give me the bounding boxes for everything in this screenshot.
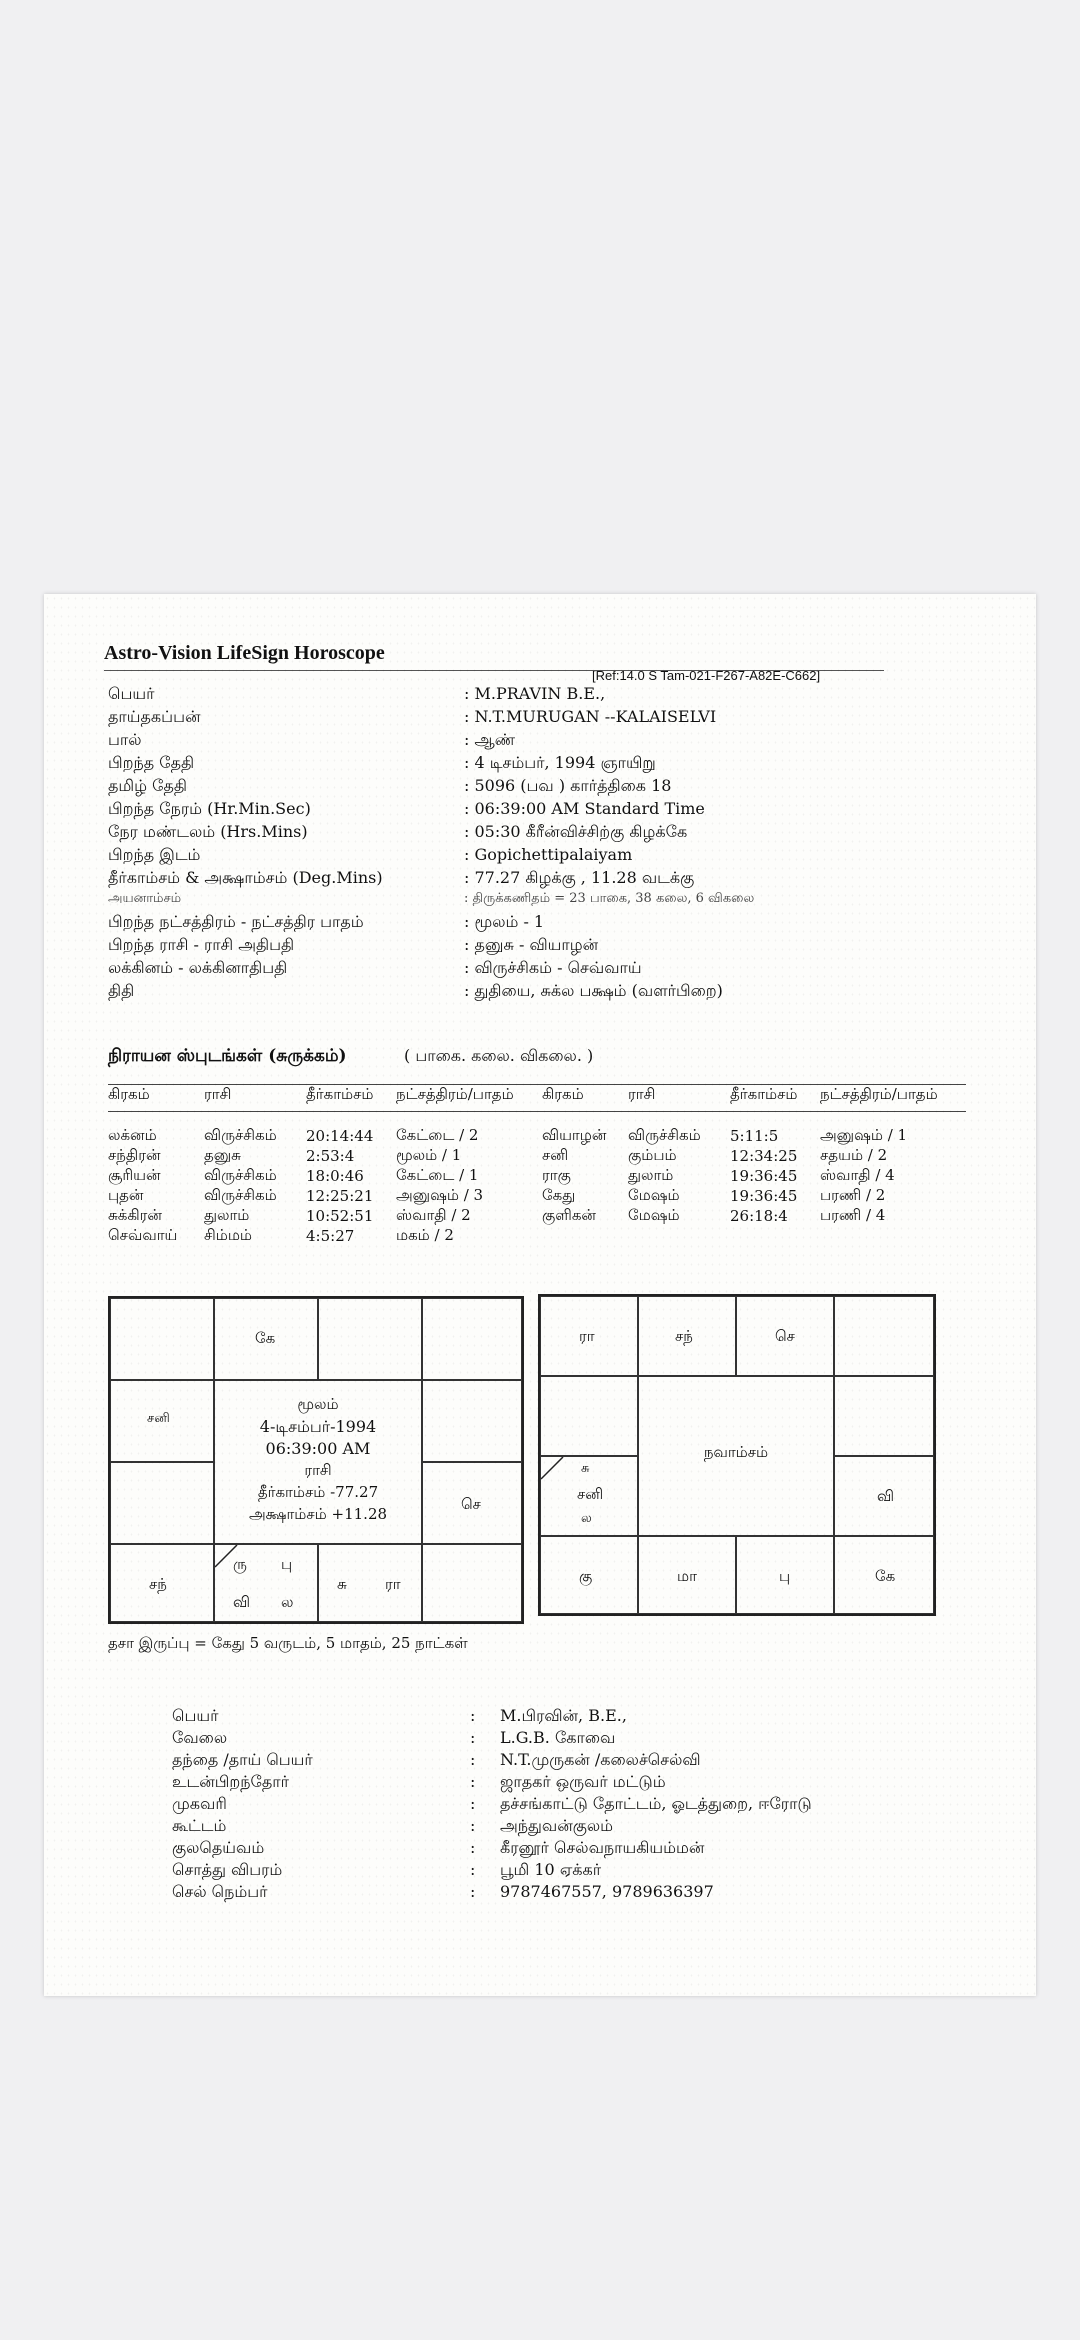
section-title: நிராயன ஸ்புடங்கள் (சுருக்கம்) [108,1046,347,1066]
bio-label: தந்தை /தாய் பெயர் [172,1750,313,1769]
table-cell: பரணி / 4 [820,1206,886,1224]
table-cell: துலாம் [204,1206,250,1224]
detail-label: பால் [108,730,142,749]
detail-row [108,958,1008,981]
detail-row [108,776,1008,799]
planet-label: சனி [147,1411,170,1426]
chart-cell [638,1536,736,1614]
chart-cell [540,1536,638,1614]
chart-cell [318,1544,422,1622]
bio-row [172,1794,892,1816]
table-cell: அனுஷம் / 3 [396,1186,484,1204]
table-row [108,1146,966,1166]
table-cell: வியாழன் [542,1126,607,1144]
table-cell: பரணி / 2 [820,1186,886,1204]
chart-cell [540,1456,638,1536]
table-row [108,1166,966,1186]
detail-label: தாய்தகப்பன் [108,707,201,726]
table-cell: துலாம் [628,1166,674,1184]
navamsa-title: நவாம்சம் [703,1443,769,1461]
table-cell: சதயம் / 2 [820,1146,888,1164]
table-cell: கேது [542,1186,576,1204]
detail-value: : தனுசு - வியாழன் [464,935,599,954]
detail-row [108,753,1008,776]
chart-cell [736,1536,834,1614]
detail-label: பிறந்த நட்சத்திரம் - நட்சத்திர பாதம் [108,912,364,931]
section-subtitle: ( பாகை. கலை. விகலை. ) [404,1046,594,1065]
table-cell: 19:36:45 [730,1187,798,1205]
detail-row [108,935,1008,958]
table-cell: சந்திரன் [108,1146,161,1164]
bio-row [172,1728,892,1750]
rasi-center-box [214,1380,422,1544]
table-cell: 5:11:5 [730,1127,779,1145]
detail-label: தமிழ் தேதி [108,776,188,795]
table-cell: கும்பம் [628,1146,677,1164]
horoscope-sheet [44,594,1036,1996]
table-cell: குளிகன் [542,1206,596,1224]
chart-cell [834,1456,934,1536]
planet-label: செ [461,1495,481,1513]
chart-cell [422,1298,522,1380]
chart-cell [214,1544,318,1622]
navamsa-center-box [638,1376,834,1536]
planet-label: ரா [385,1575,401,1593]
detail-label: லக்கினம் - லக்கினாதிபதி [108,958,288,977]
detail-label: அயனாம்சம் [108,891,182,906]
table-cell: விருச்சிகம் [204,1166,277,1184]
planet-label: சனி [577,1485,604,1503]
table-cell: மகம் / 2 [396,1226,454,1244]
column-header: ராசி [204,1085,306,1112]
detail-value: : Gopichettipalaiyam [464,845,633,864]
bio-label: குலதெய்வம் [172,1838,265,1857]
table-cell [628,1226,730,1246]
table-cell [730,1226,820,1246]
bio-value: கீரனூர் செல்வநாயகியம்மன் [500,1838,705,1857]
detail-value: : 5096 (பவ ) கார்த்திகை 18 [464,776,672,795]
detail-label: நேர மண்டலம் (Hrs.Mins) [108,822,308,841]
bio-row [172,1882,892,1904]
bio-colon: : [470,1860,476,1879]
chart-cell [110,1298,214,1380]
planet-label: கு [579,1567,593,1585]
bio-colon: : [470,1706,476,1725]
chart-cell [540,1376,638,1456]
detail-value: : துதியை, சுக்ல பக்ஷம் (வளர்பிறை) [464,981,723,1000]
table-cell: விருச்சிகம் [628,1126,701,1144]
detail-value: : விருச்சிகம் - செவ்வாய் [464,958,642,977]
bio-colon: : [470,1772,476,1791]
table-cell [820,1226,966,1246]
table-header-row [108,1085,966,1112]
table-cell: 4:5:27 [306,1227,355,1245]
dasa-balance: தசா இருப்பு = கேது 5 வருடம், 5 மாதம், 25 நாட்கள் [108,1634,468,1652]
bio-colon: : [470,1838,476,1857]
table-cell: விருச்சிகம் [204,1186,277,1204]
center-latitude: அக்ஷாம்சம் +11.28 [248,1505,388,1523]
planet-label: பு [281,1555,293,1573]
table-row [108,1206,966,1226]
chart-cell [736,1296,834,1376]
table-cell: மேஷம் [628,1206,680,1224]
detail-label: திதி [108,981,135,1000]
table-cell: 12:34:25 [730,1147,798,1165]
detail-row [108,707,1008,730]
bio-colon: : [470,1816,476,1835]
bio-label: உடன்பிறந்தோர் [172,1772,290,1791]
reference-code: [Ref:14.0 S Tam-021-F267-A82E-C662] [592,668,821,683]
planet-label: ல [281,1593,294,1611]
bio-value: 9787467557, 9789636397 [500,1882,714,1901]
column-header: ராசி [628,1085,730,1112]
table-row [108,1226,966,1246]
planet-label: ரா [579,1327,595,1345]
chart-cell [110,1380,214,1462]
column-header: கிரகம் [108,1085,204,1112]
rasi-chart [108,1296,524,1624]
detail-value: : 06:39:00 AM Standard Time [464,799,705,818]
chart-cell [422,1462,522,1544]
detail-value: : திருக்கணிதம் = 23 பாகை, 38 கலை, 6 விகலை [464,891,755,906]
table-cell: கேட்டை / 1 [396,1166,479,1184]
table-row [108,1186,966,1206]
chart-cell [110,1544,214,1622]
chart-cell [214,1298,318,1380]
detail-row [108,845,1008,868]
detail-label: பெயர் [108,684,155,703]
table-cell: மூலம் / 1 [396,1146,462,1164]
column-header: கிரகம் [542,1085,628,1112]
detail-value: : M.PRAVIN B.E., [464,684,606,703]
chart-cell [540,1296,638,1376]
bio-row [172,1816,892,1838]
detail-value: : ஆண் [464,730,516,749]
bio-value: ஜாதகர் ஒருவர் மட்டும் [500,1772,666,1791]
detail-label: பிறந்த ராசி - ராசி அதிபதி [108,935,295,954]
title-divider [104,670,884,671]
chart-cell [834,1376,934,1456]
table-cell: செவ்வாய் [108,1226,178,1244]
bio-colon: : [470,1794,476,1813]
column-header: தீர்காம்சம் [730,1085,820,1112]
bio-row [172,1750,892,1772]
navamsa-chart [538,1294,936,1616]
detail-row [108,981,1008,1004]
table-cell: லக்னம் [108,1126,157,1144]
table-cell: 10:52:51 [306,1207,374,1225]
table-cell: சனி [542,1146,569,1164]
column-header: நட்சத்திரம்/பாதம் [820,1085,966,1112]
detail-row [108,891,1008,914]
bio-value: N.T.முருகன் /கலைச்செல்வி [500,1750,701,1769]
bio-value: M.பிரவின், B.E., [500,1706,627,1725]
center-date: 4-டிசம்பர்-1994 [259,1417,377,1436]
table-cell: 19:36:45 [730,1167,798,1185]
column-header: நட்சத்திரம்/பாதம் [396,1085,542,1112]
planet-label: ரு [233,1555,247,1573]
planet-label: சந் [675,1327,693,1345]
table-cell: சிம்மம் [204,1226,252,1244]
table-cell: தனுசு [204,1146,241,1164]
chart-cell [110,1462,214,1544]
table-cell: கேட்டை / 2 [396,1126,479,1144]
detail-row [108,822,1008,845]
chart-cell [318,1298,422,1380]
planet-label: கே [255,1329,276,1347]
table-cell: 18:0:46 [306,1167,364,1185]
detail-value: : 77.27 கிழக்கு , 11.28 வடக்கு [464,868,695,887]
table-cell [542,1226,628,1246]
bio-colon: : [470,1728,476,1747]
table-cell: ஸ்வாதி / 2 [396,1206,471,1224]
table-cell: சூரியன் [108,1166,161,1184]
chart-cell [422,1380,522,1462]
detail-row [108,730,1008,753]
chart-cell [834,1296,934,1376]
bio-colon: : [470,1882,476,1901]
table-cell: மேஷம் [628,1186,680,1204]
bio-value: பூமி 10 ஏக்கர் [500,1860,602,1879]
table-cell: 12:25:21 [306,1187,374,1205]
bio-label: பெயர் [172,1706,219,1725]
detail-value: : 4 டிசம்பர், 1994 ஞாயிறு [464,753,656,772]
planet-table [108,1084,966,1246]
bio-label: வேலை [172,1728,228,1747]
center-time: 06:39:00 AM [265,1439,371,1458]
lagna-marker-icon [541,1457,565,1481]
planet-label: சு [581,1461,590,1476]
detail-value: : மூலம் - 1 [464,912,545,931]
detail-row [108,684,1008,707]
bio-row [172,1838,892,1860]
table-cell: ராகு [542,1166,571,1184]
table-cell: 20:14:44 [306,1127,374,1145]
center-longitude: தீர்காம்சம் -77.27 [257,1483,379,1501]
bio-colon: : [470,1750,476,1769]
detail-label: பிறந்த தேதி [108,753,195,772]
bio-label: செல் நெம்பர் [172,1882,268,1901]
table-cell: 26:18:4 [730,1207,788,1225]
detail-label: பிறந்த இடம் [108,845,201,864]
table-cell: அனுஷம் / 1 [820,1126,908,1144]
table-cell: சுக்கிரன் [108,1206,162,1224]
chart-cell [638,1296,736,1376]
column-header: தீர்காம்சம் [306,1085,396,1112]
planet-label: சு [337,1575,347,1593]
detail-row [108,912,1008,935]
table-row [108,1126,966,1146]
chart-cell [422,1544,522,1622]
document-title: Astro-Vision LifeSign Horoscope [104,642,385,664]
table-cell: ஸ்வாதி / 4 [820,1166,895,1184]
planet-label: பு [779,1567,791,1585]
table-cell: விருச்சிகம் [204,1126,277,1144]
bio-value: L.G.B. கோவை [500,1728,616,1747]
bio-label: சொத்து விபரம் [172,1860,283,1879]
bio-label: முகவரி [172,1794,227,1813]
planet-label: மா [677,1567,697,1585]
bio-value: அந்துவன்குலம் [500,1816,614,1835]
planet-label: வி [233,1593,251,1611]
chart-cell [834,1536,934,1614]
bio-label: கூட்டம் [172,1816,227,1835]
planet-label: வி [877,1487,895,1505]
table-cell: 2:53:4 [306,1147,355,1165]
planet-label: கே [875,1567,896,1585]
center-chart-name: ராசி [304,1461,332,1479]
detail-label: பிறந்த நேரம் (Hr.Min.Sec) [108,799,311,818]
planet-label: செ [775,1327,795,1345]
bio-row [172,1860,892,1882]
center-star: மூலம் [297,1395,339,1413]
bio-row [172,1706,892,1728]
detail-value: : 05:30 கீரீன்விச்சிற்கு கிழக்கே [464,822,688,841]
bio-row [172,1772,892,1794]
detail-row [108,868,1008,891]
bio-value: தச்சங்காட்டு தோட்டம், ஓடத்துறை, ஈரோடு [500,1794,812,1813]
detail-row [108,799,1008,822]
planet-label: ல [581,1511,592,1526]
detail-value: : N.T.MURUGAN --KALAISELVI [464,707,717,726]
table-cell: புதன் [108,1186,144,1204]
planet-label: சந் [149,1575,167,1593]
detail-label: தீர்காம்சம் & அக்ஷாம்சம் (Deg.Mins) [108,868,383,887]
